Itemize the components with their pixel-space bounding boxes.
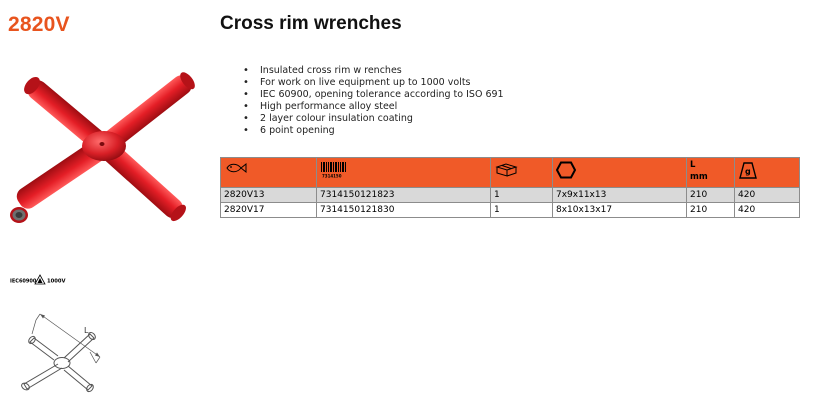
cell-quantity: 1	[491, 188, 553, 203]
feature-list	[243, 65, 504, 137]
cell-article: 2820V13	[221, 188, 317, 203]
dimension-drawing	[6, 300, 126, 400]
dimension-label: L	[84, 326, 89, 335]
weight-label: g	[745, 167, 751, 176]
product-code: 2820V	[8, 13, 70, 36]
iec-certification-icon	[10, 274, 70, 286]
weight-icon	[738, 161, 758, 179]
table-header	[221, 158, 800, 188]
page-title: Cross rim wrenches	[220, 13, 402, 34]
cell-weight: 420	[735, 203, 800, 218]
svg-text:IEC60900: IEC60900	[10, 278, 37, 285]
cell-quantity: 1	[491, 203, 553, 218]
length-label: L	[690, 160, 696, 170]
product-image	[6, 56, 216, 246]
header-length	[687, 158, 735, 188]
cell-ean: 7314150121830	[317, 203, 491, 218]
cell-weight: 420	[735, 188, 800, 203]
header-weight	[735, 158, 800, 188]
table-row	[221, 188, 800, 203]
svg-text:1000V: 1000V	[47, 278, 66, 285]
barcode-icon	[320, 161, 348, 179]
fish-icon	[224, 161, 248, 175]
barcode-caption: 7314150	[322, 173, 342, 179]
table-row	[221, 203, 800, 218]
feature-item: • High performance alloy steel	[243, 101, 504, 113]
length-unit: mm	[690, 172, 708, 182]
cell-article: 2820V17	[221, 203, 317, 218]
hexagon-opening-icon	[556, 161, 576, 179]
header-quantity	[491, 158, 553, 188]
cell-length: 210	[687, 188, 735, 203]
cell-opening: 7x9x11x13	[553, 188, 687, 203]
feature-item: • 2 layer colour insulation coating	[243, 113, 504, 125]
header-ean	[317, 158, 491, 188]
spec-table	[220, 157, 800, 218]
feature-item: • Insulated cross rim w renches	[243, 65, 504, 77]
cell-ean: 7314150121823	[317, 188, 491, 203]
feature-item: • For work on live equipment up to 1000 volts	[243, 77, 504, 89]
feature-item: • 6 point opening	[243, 125, 504, 137]
header-opening	[553, 158, 687, 188]
package-quantity-icon	[494, 161, 520, 177]
cell-opening: 8x10x13x17	[553, 203, 687, 218]
cell-length: 210	[687, 203, 735, 218]
header-article	[221, 158, 317, 188]
feature-item: • IEC 60900, opening tolerance according to ISO 691	[243, 89, 504, 101]
